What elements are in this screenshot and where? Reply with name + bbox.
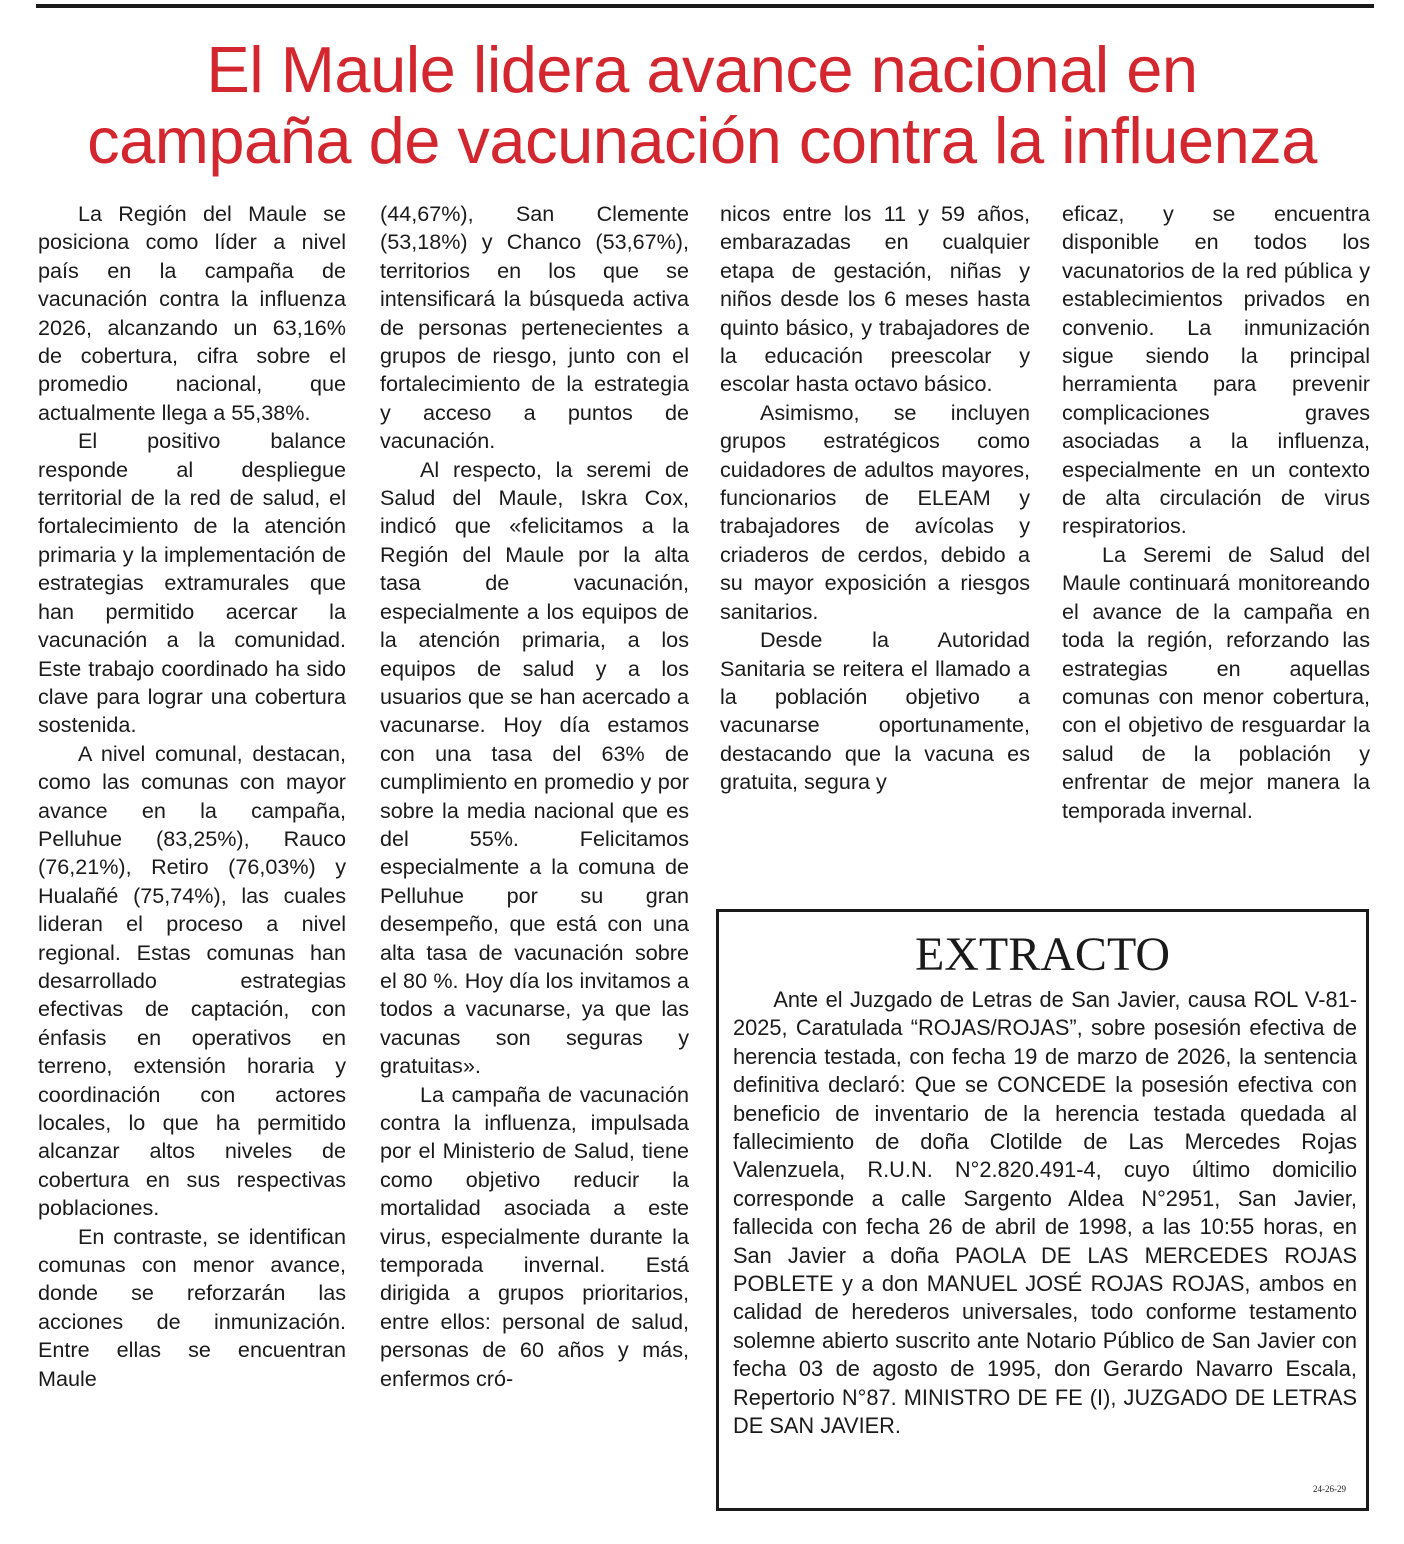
extracto-code: 24-26-29: [1313, 1484, 1346, 1494]
article-headline: [30, 34, 1374, 176]
paragraph: Al respecto, la seremi de Salud del Maule, Iskra Cox, indicó que «felicitamos a la Región del Maule por la alta tasa de vacunación, especialmente a los equipos de la atención primaria, a los equipos de salud y a los usuarios que se han acercado a vacunarse. Hoy día estamos con una tasa del 63% de cumplimiento en promedio y por sobre la media nacional que es del 55%. Felicitamos especialmente a la comuna de Pelluhue por su gran desempeño, que está con una alta tasa de vacunación sobre el 80 %. Hoy día los invitamos a todos a vacunarse, ya que las vacunas son seguras y gratuitas».: [380, 456, 689, 1079]
paragraph: Desde la Autoridad Sanitaria se reitera el llamado a la población objetivo a vacunarse oportunamente, destacando que la vacuna es gratuita, segura y: [720, 627, 1030, 795]
paragraph: La Región del Maule se posiciona como líder a nivel país en la campaña de vacunación contra la influenza 2026, alcanzando un 63,16% de cobertura, cifra sobre el promedio nacional, que actualmente llega a 55,38%.: [38, 201, 346, 425]
top-rule: [36, 4, 1374, 8]
paragraph: La campaña de vacunación contra la influenza, impulsada por el Ministerio de Salud, tiene como objetivo reducir la mortalidad asociada a este virus, especialmente durante la temporada invernal. Está dirigida a grupos prioritarios, entre ellos: personal de salud, personas de 60 años y más, enfermos cró-: [380, 1081, 689, 1391]
paragraph: El positivo balance responde al despliegue territorial de la red de salud, el fortalecimiento de la atención primaria y la implementación de estrategias extramurales que han permitido acercar la vacunación a la comunidad. Este trabajo coordinado ha sido clave para lograr una cobertura sostenida.: [38, 428, 346, 738]
article-column-4: [1062, 200, 1370, 825]
paragraph: En contraste, se identifican comunas con menor avance, donde se reforzarán las acciones de inmunización. Entre ellas se encuentran Maule: [38, 1223, 346, 1391]
extracto-notice-box: [716, 909, 1369, 1511]
article-column-1: [38, 200, 346, 1393]
paragraph: Asimismo, se incluyen grupos estratégicos como cuidadores de adultos mayores, funcionarios de ELEAM y trabajadores de avícolas y criaderos de cerdos, debido a su mayor exposición a riesgos sanitarios.: [720, 399, 1030, 624]
paragraph: A nivel comunal, destacan, como las comunas con mayor avance en la campaña, Pelluhue (83,25%), Rauco (76,21%), Retiro (76,03%) y Hualañé (75,74%), las cuales lideran el proceso a nivel regional. Estas comunas han desarrollado estrategias efectivas de captación, con énfasis en operativos en terreno, extensión horaria y coordinación con actores locales, lo que ha permitido alcanzar altos niveles de cobertura en sus respectivas poblaciones.: [38, 740, 346, 1221]
paragraph: eficaz, y se encuentra disponible en todos los vacunatorios de la red pública y establecimientos privados en convenio. La inmunización sigue siendo la principal herramienta para prevenir complicaciones graves asociadas a la influenza, especialmente en un contexto de alta circulación de virus respiratorios.: [1062, 201, 1370, 539]
extracto-body: [733, 986, 1357, 1441]
paragraph: La Seremi de Salud del Maule continuará monitoreando el avance de la campaña en toda la región, reforzando las estrategias en aquellas comunas con menor cobertura, con el objetivo de resguardar la salud de la población y enfrentar de mejor manera la temporada invernal.: [1062, 541, 1370, 823]
headline-line-2: campaña de vacunación contra la influenza: [87, 104, 1317, 177]
extracto-text: Ante el Juzgado de Letras de San Javier, causa ROL V-81-2025, Caratulada “ROJAS/ROJAS”, sobre posesión efectiva de herencia testada, con fecha 19 de marzo de 2026, la sentencia definitiva declaró: Que se CONCEDE la posesión efectiva con beneficio de inventario de la herencia testada quedada al fallecimiento de doña Clotilde de Las Mercedes Rojas Valenzuela, R.U.N. N°2.820.491-4, cuyo último domicilio corresponde a calle Sargento Aldea N°2951, San Javier, fallecida con fecha 26 de abril de 1998, a las 10:55 horas, en San Javier a doña PAOLA DE LAS MERCEDES ROJAS POBLETE y a don MANUEL JOSÉ ROJAS ROJAS, ambos en calidad de herederos universales, todo conforme testamento solemne abierto suscrito ante Notario Público de San Javier con fecha 03 de agosto de 1995, don Gerardo Navarro Escala, Repertorio N°87. MINISTRO DE FE (I), JUZGADO DE LETRAS DE SAN JAVIER.: [733, 987, 1357, 1439]
extracto-title: EXTRACTO: [914, 928, 1171, 981]
article-column-3: [720, 200, 1030, 797]
headline-line-1: El Maule lidera avance nacional en: [206, 33, 1198, 106]
paragraph: (44,67%), San Clemente (53,18%) y Chanco (53,67%), territorios en los que se intensificará la búsqueda activa de personas pertenecientes a grupos de riesgo, junto con el fortalecimiento de la estrategia y acceso a puntos de vacunación.: [380, 201, 689, 454]
article-column-2: [380, 200, 689, 1393]
paragraph: nicos entre los 11 y 59 años, embarazadas en cualquier etapa de gestación, niñas y niños desde los 6 meses hasta quinto básico, y trabajadores de la educación preescolar y escolar hasta octavo básico.: [720, 201, 1030, 397]
